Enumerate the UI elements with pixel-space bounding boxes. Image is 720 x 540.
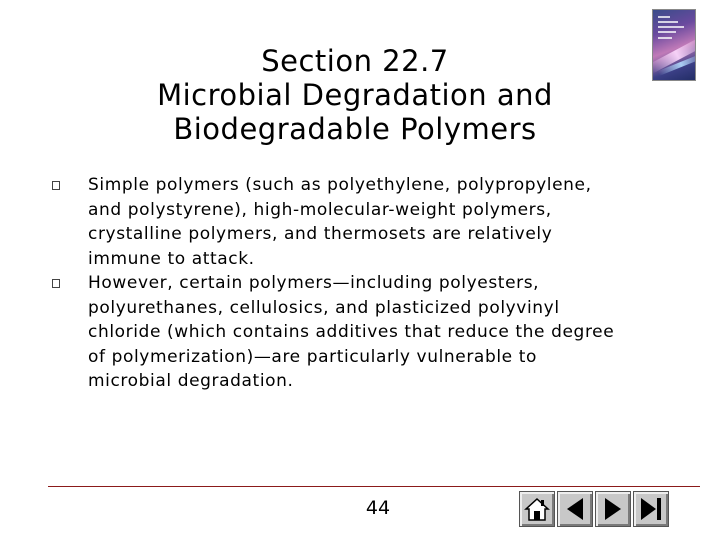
square-bullet-icon: [52, 279, 60, 288]
triangle-left-icon: [563, 496, 587, 522]
next-button[interactable]: [595, 491, 631, 527]
bullet-line: of polymerization)—are particularly vulnerable to: [88, 346, 537, 367]
title-line: Section 22.7: [261, 44, 449, 78]
title-line: Microbial Degradation and: [157, 78, 553, 112]
skip-end-icon: [638, 496, 664, 522]
slide-title: [100, 44, 610, 146]
square-bullet-icon: [52, 181, 60, 190]
bullet-line: polyurethanes, cellulosics, and plasticized polyvinyl: [88, 297, 560, 318]
bullet-line: chloride (which contains additives that reduce the degree: [88, 322, 615, 342]
bullet-line: microbial degradation.: [88, 371, 294, 391]
triangle-right-icon: [601, 496, 625, 522]
bullet-line: Simple polymers (such as polyethylene, polypropylene,: [88, 175, 592, 195]
last-button[interactable]: [633, 491, 669, 527]
bullet-line: and polystyrene), high-molecular-weight polymers,: [88, 199, 552, 220]
previous-button[interactable]: [557, 491, 593, 527]
bullet-line: crystalline polymers, and thermosets are relatively: [88, 224, 553, 244]
home-button[interactable]: [519, 491, 555, 527]
slide-navigation: [519, 491, 669, 527]
page-number: 44: [365, 497, 391, 519]
title-line: Biodegradable Polymers: [173, 112, 537, 146]
bullet-line: immune to attack.: [88, 248, 255, 269]
footer-rule: [48, 486, 700, 487]
bullet-item: [52, 271, 682, 394]
home-icon: [524, 496, 550, 522]
bullet-item: [52, 173, 682, 271]
bullet-list: [52, 173, 682, 394]
book-cover-image: [652, 9, 696, 81]
bullet-line: However, certain polymers—including polyesters,: [88, 273, 540, 293]
